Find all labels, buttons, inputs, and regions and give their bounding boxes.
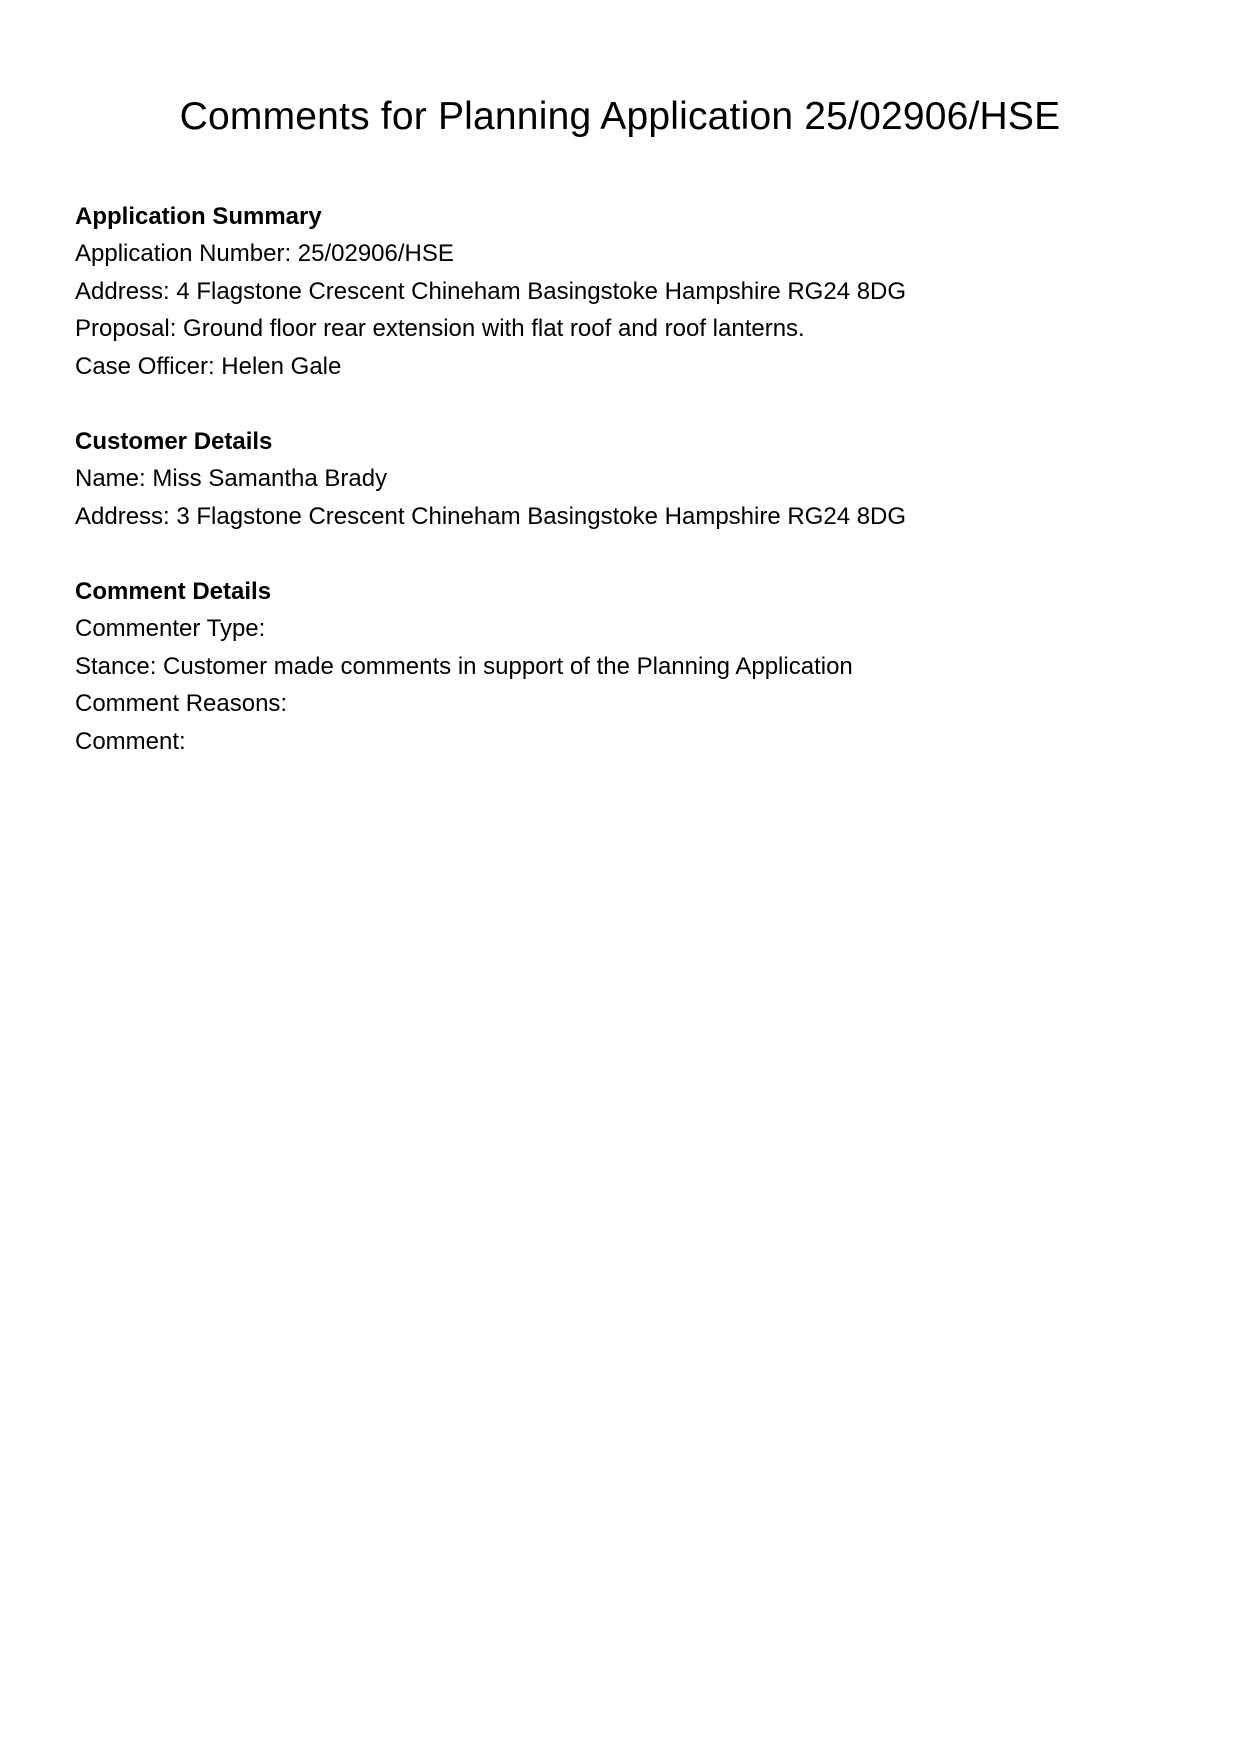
comment-text: Comment:	[75, 727, 186, 755]
customer-name: Name: Miss Samantha Brady	[75, 465, 388, 492]
comment-details-heading: Comment Details	[75, 578, 272, 605]
commenter-type: Commenter Type:	[75, 615, 266, 642]
comment-details-section	[75, 574, 1175, 760]
case-officer: Case Officer: Helen Gale	[75, 352, 342, 380]
customer-details-section	[75, 424, 1175, 535]
application-number: Application Number: 25/02906/HSE	[75, 240, 454, 267]
application-address: Address: 4 Flagstone Crescent Chineham Basingstoke Hampshire RG24 8DG	[75, 277, 907, 305]
customer-address: Address: 3 Flagstone Crescent Chineham Basingstoke Hampshire RG24 8DG	[75, 502, 907, 530]
application-summary-section	[75, 199, 1175, 385]
customer-details-heading: Customer Details	[75, 428, 273, 455]
comment-reasons: Comment Reasons:	[75, 690, 288, 717]
comment-stance: Stance: Customer made comments in support of the Planning Application	[75, 652, 853, 680]
application-summary-heading: Application Summary	[75, 203, 322, 230]
application-proposal: Proposal: Ground floor rear extension with flat roof and roof lanterns.	[75, 315, 805, 342]
page-title: Comments for Planning Application 25/02906/HSE	[179, 95, 1061, 138]
